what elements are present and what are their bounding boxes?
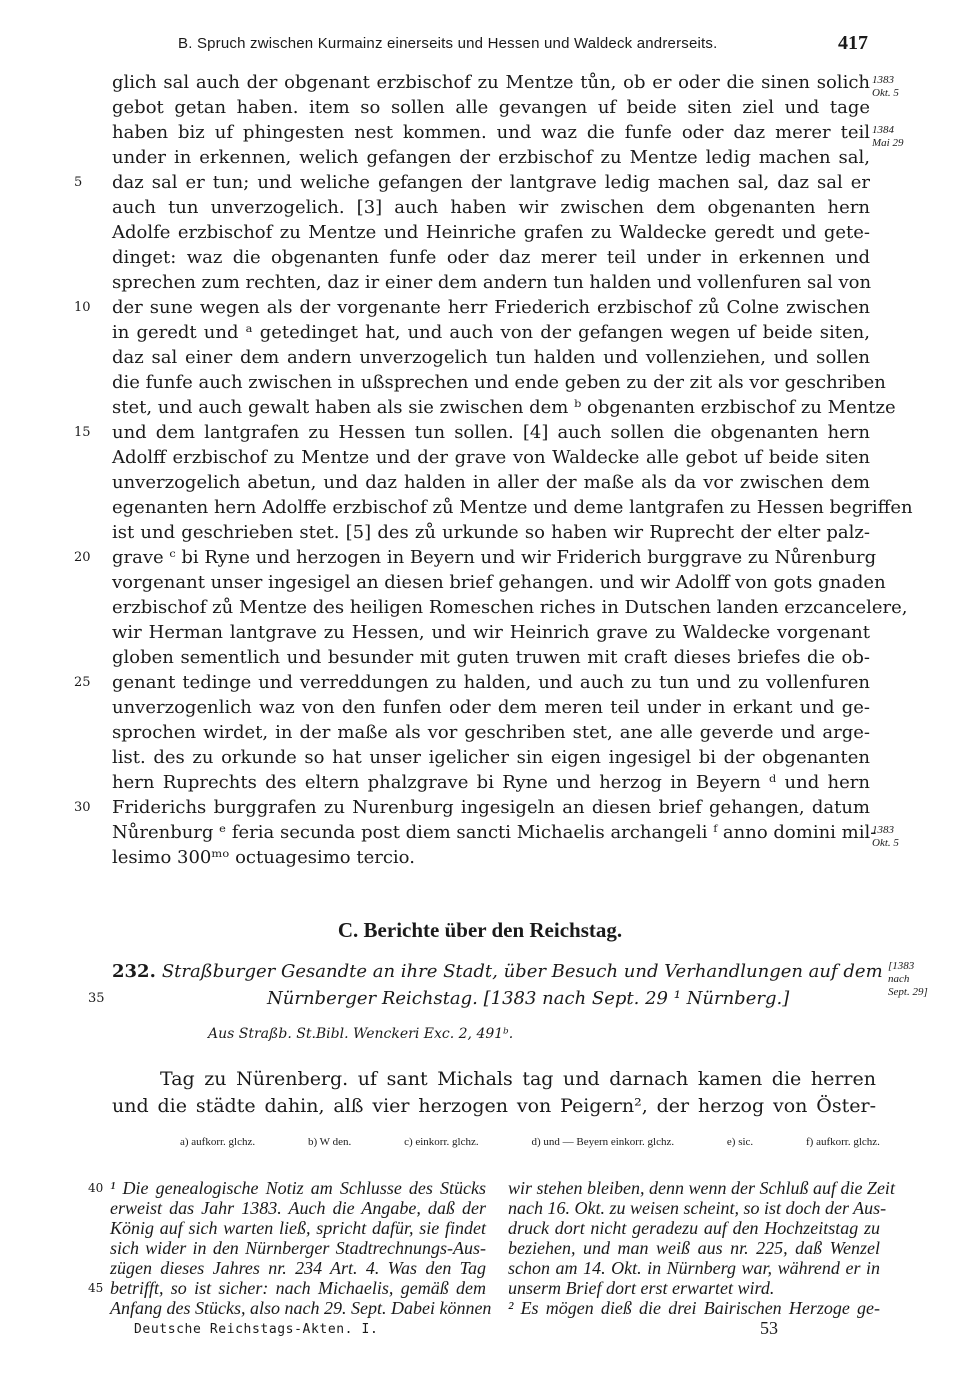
footnote-line: Anfang des Stücks, also nach 29. Sept. Dabei können [110,1298,492,1318]
footnotes-left-column [110,1178,492,1318]
critical-apparatus [180,1136,880,1148]
text-line: haben biz uf phingesten nest kommen. und waz die funfe oder daz merer teil [112,122,870,143]
text-line: sprechen zum rechten, daz ir einer dem andern tun halden und vollenfuren sal von [112,272,872,293]
text-line: in geredt und ᵃ getedinget hat, und auch von der gefangen wegen uf beide siten, [112,322,870,343]
line-number: 15 [74,425,91,440]
text-line: globen sementlich und besunder mit guten truwen mit craft dieses briefes die ob- [112,647,870,668]
text-line: under in erkennen, welich gefangen der erzbischof zu Mentze ledig machen sal, [112,147,870,168]
document-text [112,1066,876,1120]
footnote-line: sich wider in den Nürnberger Stadtrechnungs-Aus- [110,1238,486,1258]
text-line: daz sal einer dem andern unverzogelich tun halden und vollenziehen, und sollen [112,347,870,368]
footer-running-title: Deutsche Reichstags-Akten. I. [134,1322,379,1337]
document-heading-line-1 [112,958,883,985]
footnote-line: unserm Brief dort erst erwartet wird. [508,1278,775,1298]
document-heading-line-2 [112,985,870,1012]
section-title: C. Berichte über den Reichstag. [337,918,623,942]
footnote-line: ¹ Die genealogische Notiz am Schlusse des Stücks [110,1178,486,1198]
text-line: genant tedinge und verreddungen zu halden, und auch zu tun und zu vollenfuren [112,672,870,693]
text-line: list. des zu orkunde so hat unser igelicher sin eigen ingesigel bi der obgenanten [112,747,870,768]
footnote-line: zügen dieses Jahres nr. 234 Art. 4. Was den Tag [110,1258,486,1278]
apparatus-note: e) sic. [726,1136,754,1148]
margin-date: 1383 Okt. 5 [872,74,899,99]
text-line: und dem lantgrafen zu Hessen tun sollen. [4] auch sollen die obgenanten hern [112,422,870,443]
footnote-line: König auf sich warten ließ, spricht dafür, sie findet [110,1218,486,1238]
text-line: lesimo 300ᵐᵒ octuagesimo tercio. [112,847,415,868]
footnote-line: schon am 14. Okt. in Nürnberg war, während er in [508,1258,880,1278]
line-number: 10 [74,300,91,315]
text-line: unverzogenlich waz von den funfen oder dem meren teil under in erkant und ge- [112,697,870,718]
text-line: Nůrenburg ᵉ feria secunda post diem sancti Michaelis archangeli ᶠ anno domini mil- [112,822,877,843]
text-line: Friderichs burggrafen zu Nurenburg ingesigeln an diesen brief gehangen, datum [112,797,870,818]
text-line: unverzogelich abetun, und daz halden in aller der maße als da vor zwischen dem [112,472,870,493]
text-line: Adolff erzbischof zu Mentze und der grave von Waldecke alle gebot uf beide siten [112,447,870,468]
source-citation: Aus Straßb. St.Bibl. Wenckeri Exc. 2, 491ᵇ. [208,1026,514,1042]
document-heading [112,958,883,1012]
apparatus-note: a) aufkorr. glchz. [180,1136,256,1148]
running-header [178,32,868,58]
line-number: 5 [74,175,83,190]
margin-date: 1383 Okt. 5 [872,824,899,849]
line-number: 30 [74,800,91,815]
footnote-line: ² Es mögen dieß die drei Bairischen Herzoge ge- [508,1298,880,1318]
line-number-35: 35 [88,991,105,1006]
text-line: gebot getan haben. item so sollen alle gevangen uf beide siten ziel und tage [112,97,870,118]
text-line: wir Herman lantgrave zu Hessen, und wir Heinrich grave zu Waldecke vorgenant [112,622,870,643]
apparatus-note: b) W den. [307,1136,352,1148]
document-number: 232. [112,961,156,982]
text-line: egenanten hern Adolffe erzbischof zů Mentze und deme lantgrafen zu Hessen begriffen [112,497,913,518]
footnote-line: beziehen, und man weiß aus nr. 225, daß Wenzel [508,1238,880,1258]
text-line: sprochen wirdet, in der maße als vor geschriben stet, ane alle geverde und arge- [112,722,870,743]
footnote-line-number: 40 [88,1181,104,1195]
page-number: 417 [838,32,868,54]
line-number: 25 [74,675,91,690]
text-line: dinget: waz die obgenanten funfe oder daz merer teil under in erkennen und [112,247,870,268]
text-line: ist und geschrieben stet. [5] des zů urkunde so haben wir Ruprecht der elter palz- [112,522,870,543]
footnote-line-number: 45 [88,1281,104,1295]
sheet-number: 53 [760,1318,778,1338]
footnote-line: druck dort nicht geradezu auf den Hochzeitstag zu [508,1218,880,1238]
document-text-line: Tag zu Nürenberg. uf sant Michals tag und darnach kamen die herren [160,1068,876,1090]
apparatus-note: f) aufkorr. glchz. [806,1136,880,1148]
line-number: 20 [74,550,91,565]
footnote-line: erweist das Jahr 1383. Auch die Angabe, daß der [110,1198,486,1218]
footnote-line: betrifft, so ist sicher: nach Michaelis, gemäß dem [110,1278,486,1298]
footnote-line: nach 16. Okt. zu weisen scheint, so ist doch der Aus- [508,1198,887,1218]
text-line: stet, und auch gewalt haben als sie zwischen dem ᵇ obgenanten erzbischof zu Mentze [112,397,896,418]
running-title: B. Spruch zwischen Kurmainz einerseits und Hessen und Waldeck andrerseits. [178,35,718,52]
apparatus-note: d) und — Beyern einkorr. glchz. [531,1136,675,1148]
text-line: Adolfe erzbischof zu Mentze und Heinriche grafen zu Waldecke geredt und gete- [112,222,870,243]
footnotes-right-column [508,1178,895,1318]
text-line: vorgenant unser ingesigel an diesen brief gehangen. und wir Adolff von gots gnaden [112,572,886,593]
text-line: daz sal er tun; und weliche gefangen der lantgrave ledig machen sal, daz sal er [112,172,870,193]
text-line: auch tun unverzogelich. [3] auch haben wir zwischen dem obgenanten hern [112,197,870,218]
text-line: glich sal auch der obgenant erzbischof zu Mentze tůn, ob er oder die sinen solich [112,72,870,93]
document-title-2: Nürnberger Reichstag. [1383 nach Sept. 29 ¹ Nürnberg.] [267,988,790,1009]
document-text-line: und die städte dahin, alß vier herzogen von Peigern², der herzog von Öster- [112,1095,876,1117]
document-date-margin: [1383 nach Sept. 29] [888,960,928,998]
text-line: der sune wegen als der vorgenante herr Friederich erzbischof zů Colne zwischen [112,297,870,318]
footnote-line: wir stehen bleiben, denn wenn der Schluß auf die Zeit [508,1178,895,1198]
text-line: die funfe auch zwischen in ußsprechen und ende geben zu der zit als vor geschriben [112,372,886,393]
document-title-1: Straßburger Gesandte an ihre Stadt, über Besuch und Verhandlungen auf dem [161,961,883,982]
text-line: grave ᶜ bi Ryne und herzogen in Beyern und wir Friderich burggrave zu Nůrenburg [112,547,877,568]
apparatus-note: c) einkorr. glchz. [404,1136,479,1148]
text-line: erzbischof zů Mentze des heiligen Romeschen riches in Dutschen landen erzcancelere, [112,597,908,618]
text-line: hern Ruprechts des eltern phalzgrave bi Ryne und herzog in Beyern ᵈ und hern [112,772,870,793]
margin-date: 1384 Mai 29 [872,124,904,149]
